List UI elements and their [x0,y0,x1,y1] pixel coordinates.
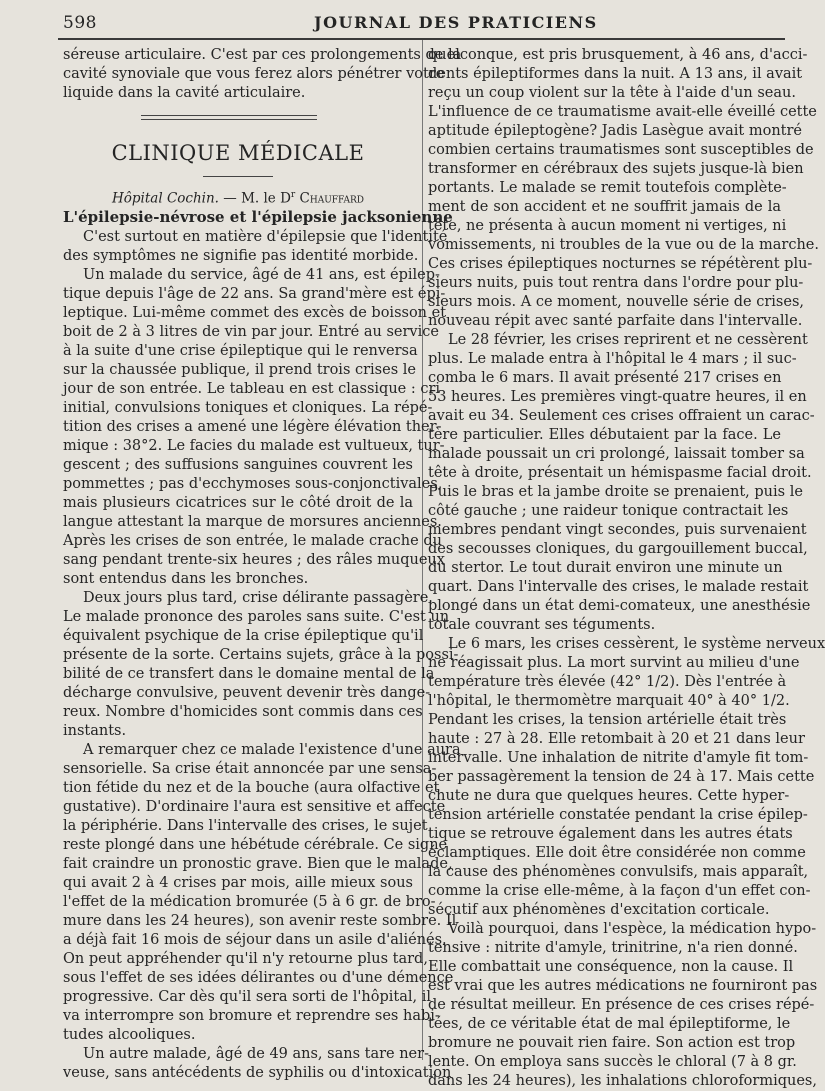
section-title: CLINIQUE MÉDICALE [111,141,365,165]
text-line: est vrai que les autres médications ne fourniront pas [428,978,818,994]
text-line: lente. On employa sans succès le chloral (7 à 8 gr. [428,1054,797,1070]
text-line: tique se retrouve également dans les autres états [428,826,793,842]
text-line: sont entendus dans les bronches. [63,571,309,587]
text-line: des secousses cloniques, du gargouillement buccal, [428,541,808,557]
text-line: l'effet de la médication bromurée (5 à 6 gr. de bro- [63,894,436,910]
text-line: tion fétide du nez et de la bouche (aura olfactive et [63,780,440,796]
text-line: initial, convulsions toniques et cloniques. La répé- [63,400,433,416]
text-line: côté gauche ; une raideur tonique contractait les [428,503,789,519]
text-line: sieurs nuits, puis tout rentra dans l'ordre pour plu- [428,275,804,291]
left-column [63,46,462,1083]
text-line: tensive : nitrite d'amyle, trinitrine, n'a rien donné. [428,940,798,956]
text-line: qui avait 2 à 4 crises par mois, aille mieux sous [63,875,413,891]
text-line: ment de son accident et ne souffrit jamais de la [428,199,781,215]
text-line: On peut appréhender qu'il n'y retourne plus tard, [63,951,428,967]
text-line: aptitude épileptogène? Jadis Lasègue avait montré [428,123,802,139]
text-line: la cause des phénomènes convulsifs, mais apparaît, [428,864,809,880]
text-line: à la suite d'une crise épileptique qui le renversa [63,343,418,359]
text-line: C'est surtout en matière d'épilepsie que l'identité [83,229,448,245]
byline-sup: r [290,190,296,200]
text-line: tête à droite, présentait un hémispasme facial droit. [428,465,812,481]
text-line: reste plongé dans une hébétude cérébrale. Ce signe [63,837,448,853]
text-line: a déjà fait 16 mois de séjour dans un asile d'aliénés. [63,932,447,948]
text-line: tête, ne présenta à aucun moment ni vertiges, ni [428,218,787,234]
left-body-text [63,228,461,1083]
text-line: sécutif aux phénomènes d'excitation corticale. [428,902,770,918]
text-line: malade poussait un cri prolongé, laissait tomber sa [428,446,805,462]
text-line: bromure ne pouvait rien faire. Son action est trop [428,1035,796,1051]
text-line: sous l'effet de ses idées délirantes ou d'une démence [63,970,454,986]
text-line: totale couvrant ses téguments. [428,617,656,633]
text-line: Voilà pourquoi, dans l'espèce, la médication hypo- [448,921,817,937]
text-line: gescent ; des suffusions sanguines couvrent les [63,457,413,473]
text-line: Le 6 mars, les crises cessèrent, le système nerveux [448,636,825,652]
text-line: sieurs mois. A ce moment, nouvelle série de crises, [428,294,805,310]
byline-dash: — M. le D [218,190,291,207]
text-line: comba le 6 mars. Il avait présenté 217 crises en [428,370,782,386]
text-line: Le 28 février, les crises reprirent et ne cessèrent [448,332,808,348]
text-line: ne réagissait plus. La mort survint au milieu d'une [428,655,800,671]
text-line: leptique. Lui-même commet des excès de boisson et [63,305,447,321]
text-line: dans les 24 heures), les inhalations chloroformiques, [428,1073,817,1089]
double-rule [63,103,413,137]
text-line: combien certains traumatismes sont susceptibles de [428,142,814,158]
right-column [428,46,825,1091]
text-line: température très élevée (42° 1/2). Dès l'entrée à [428,674,787,690]
text-line: Elle combattait une conséquence, non la cause. Il [428,959,794,975]
title-rule [63,169,413,185]
text-line: plongé dans un état demi-comateux, une anesthésie [428,598,811,614]
text-line: l'hôpital, le thermomètre marquait 40° à 40° 1/2. [428,693,790,709]
text-line: décharge convulsive, peuvent devenir très dange- [63,685,431,701]
text-line: des symptômes ne signifie pas identité morbide. [63,248,419,264]
byline-author: Chauffard [295,190,364,207]
text-line: présente de la sorte. Certains sujets, grâce à la possi- [63,647,459,663]
text-line: sensorielle. Sa crise était annoncée par une sensa- [63,761,437,777]
text-line: comme la crise elle-même, à la façon d'un effet con- [428,883,811,899]
text-line: cavité synoviale que vous ferez alors pénétrer votre [63,66,445,82]
text-line: veuse, sans antécédents de syphilis ou d'intoxication [63,1065,452,1081]
text-line: mique : 38°2. Le facies du malade est vultueux, tur- [63,438,445,454]
text-line: transformer en cérébraux des sujets jusque-là bien [428,161,804,177]
text-line: haute : 27 à 28. Elle retombait à 20 et 21 dans leur [428,731,805,747]
text-line: pommettes ; pas d'ecchymoses sous-conjonctivales, [63,476,443,492]
byline [63,185,413,206]
text-line: 53 heures. Les premières vingt-quatre heures, il en [428,389,807,405]
running-title: JOURNAL DES PRATICIENS [314,13,598,32]
text-line: intervalle. Une inhalation de nitrite d'amyle fit tom- [428,750,809,766]
text-line: Pendant les crises, la tension artérielle était très [428,712,787,728]
text-line: éclamptiques. Elle doit être considérée non comme [428,845,806,861]
text-line: fait craindre un pronostic grave. Bien que le malade, [63,856,453,872]
text-line: tudes alcooliques. [63,1027,196,1043]
text-line: Ces crises épileptiques nocturnes se répétèrent plu- [428,256,813,272]
text-line: reçu un coup violent sur la tête à l'aide d'un seau. [428,85,796,101]
text-line: tère particulier. Elles débutaient par la face. Le [428,427,781,443]
intro-paragraph [63,46,462,103]
text-line: quart. Dans l'intervalle des crises, le malade restait [428,579,809,595]
text-line: langue attestant la marque de morsures anciennes. [63,514,442,530]
page-number: 598 [63,13,97,33]
text-line: tition des crises a amené une légère élévation ther- [63,419,442,435]
text-line: équivalent psychique de la crise épileptique qu'il [63,628,424,644]
article-title: L'épilepsie-névrose et l'épilepsie jacksonienne [63,208,453,226]
text-line: sang pendant trente-six heures ; des râles muqueux [63,552,445,568]
text-line: plus. Le malade entra à l'hôpital le 4 mars ; il suc- [428,351,797,367]
page-header [0,0,800,38]
right-body-text [428,46,825,1091]
byline-hospital: Hôpital Cochin. [112,190,219,207]
text-line: jour de son entrée. Le tableau en est classique : cri [63,381,441,397]
text-line: du stertor. Le tout durait environ une minute un [428,560,783,576]
text-line: Deux jours plus tard, crise délirante passagère. [83,590,433,606]
text-line: liquide dans la cavité articulaire. [63,85,306,101]
text-line: Un malade du service, âgé de 41 ans, est épilep- [83,267,440,283]
text-line: va interrompre son bromure et reprendre ses habi- [63,1008,440,1024]
text-line: progressive. Car dès qu'il sera sorti de l'hôpital, il [63,989,432,1005]
text-line: reux. Nombre d'homicides sont commis dans ces [63,704,423,720]
text-line: de résultat meilleur. En présence de ces crises répé- [428,997,815,1013]
text-line: portants. Le malade se remit toutefois complète- [428,180,787,196]
text-line: Puis le bras et la jambe droite se prenaient, puis le [428,484,803,500]
text-line: boit de 2 à 3 litres de vin par jour. Entré au service [63,324,439,340]
text-line: tées, de ce véritable état de mal épileptiforme, le [428,1016,791,1032]
text-line: chute ne dura que quelques heures. Cette hyper- [428,788,790,804]
text-line: bilité de ce transfert dans le domaine mental de la [63,666,435,682]
text-line: nouveau répit avec santé parfaite dans l'intervalle. [428,313,803,329]
text-line: mure dans les 24 heures), son avenir reste sombre. Il [63,913,457,929]
text-line: gustative). D'ordinaire l'aura est sensitive et affecte [63,799,446,815]
text-line: mais plusieurs cicatrices sur le côté droit de la [63,495,413,511]
text-line: la périphérie. Dans l'intervalle des crises, le sujet [63,818,428,834]
text-line: A remarquer chez ce malade l'existence d'une aura [83,742,461,758]
text-line: Après les crises de son entrée, le malade crache du [63,533,442,549]
text-line: vomissements, ni troubles de la vue ou de la marche. [428,237,819,253]
text-line: Le malade prononce des paroles sans suite. C'est un [63,609,450,625]
text-line: quelconque, est pris brusquement, à 46 ans, d'acci- [428,47,808,63]
text-line: Un autre malade, âgé de 49 ans, sans tare ner- [83,1046,429,1062]
text-line: sur la chaussée publique, il prend trois crises le [63,362,416,378]
text-line: séreuse articulaire. C'est par ces prolongements de la [63,47,462,63]
text-line: tique depuis l'âge de 22 ans. Sa grand'mère est épi- [63,286,446,302]
text-line: dents épileptiformes dans la nuit. A 13 ans, il avait [428,66,803,82]
text-line: avait eu 34. Seulement ces crises offraient un carac- [428,408,815,424]
text-line: membres pendant vingt secondes, puis survenaient [428,522,807,538]
text-line: L'influence de ce traumatisme avait-elle éveillé cette [428,104,817,120]
text-line: instants. [63,723,127,739]
text-line: tension artérielle constatée pendant la crise épilep- [428,807,808,823]
text-line: ber passagèrement la tension de 24 à 17. Mais cette [428,769,815,785]
